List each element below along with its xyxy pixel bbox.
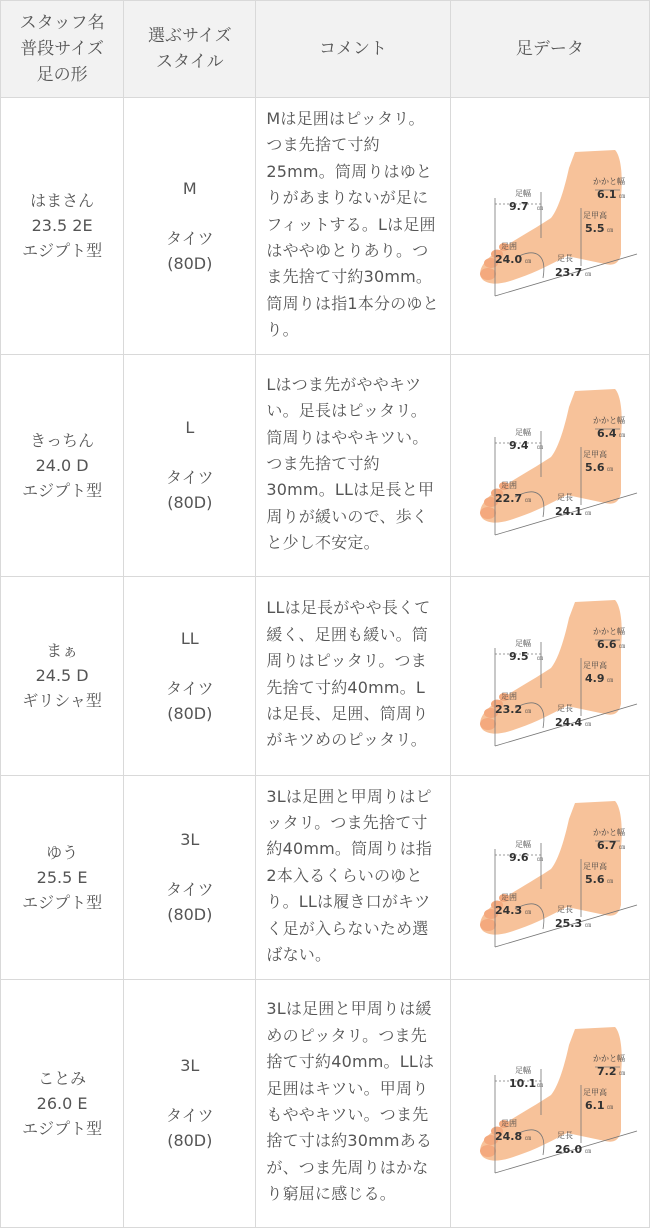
width-value: 9.6 [508,851,529,865]
girth-label: 足囲 [500,241,517,251]
size-cell: M タイツ (80D) [124,98,256,355]
staff-cell: まぁ 24.5 D ギリシャ型 [1,576,124,775]
length-label: 足長 [556,253,573,263]
width-value: 10.1 [508,1077,536,1090]
instep-label: 足甲高 [582,450,607,460]
heel-value: 6.7 [596,839,617,853]
length-value: 24.1 [554,505,582,519]
foot-data-cell [450,775,649,979]
instep-value: 4.9 [584,671,605,685]
instep-value: 5.6 [584,461,605,475]
heel-value: 7.2 [596,1065,617,1078]
size-cell: LL タイツ (80D) [124,576,256,775]
width-label: 足幅 [514,1066,531,1075]
instep-unit: ㎝ [606,676,613,684]
heel-value: 6.1 [596,187,617,201]
size-cell: 3L タイツ (80D) [124,979,256,1227]
length-unit: ㎝ [584,922,591,930]
foot-data-cell [450,979,649,1227]
table-row [1,98,650,355]
length-value: 23.7 [554,265,582,279]
instep-unit: ㎝ [606,878,613,886]
girth-value: 22.7 [494,492,522,506]
length-label: 足長 [556,905,573,915]
girth-unit: ㎝ [524,497,531,505]
heel-value: 6.6 [596,637,617,651]
width-value: 9.4 [508,439,529,453]
width-unit: ㎝ [536,204,543,212]
girth-unit: ㎝ [524,257,531,265]
heel-unit: ㎝ [618,1070,625,1077]
instep-label: 足甲高 [582,862,607,872]
heel-label: かかと幅 [592,626,625,636]
girth-unit: ㎝ [524,707,531,715]
length-value: 24.4 [554,715,582,729]
comment-cell: 3Lは足囲と甲周りはピッタリ。つま先捨て寸約40mm。筒周りは指2本入るくらいのゆとり。LLは履き口がキツく足が入らないため選ばない。 [256,775,450,979]
instep-label: 足甲高 [582,660,607,670]
heel-label: かかと幅 [592,1054,625,1063]
length-value: 26.0 [554,1143,582,1156]
width-label: 足幅 [514,188,531,198]
foot-diagram [455,596,645,756]
length-value: 25.3 [554,917,582,931]
header-comment: コメント [256,1,450,98]
comment-cell: LLは足長がやや長くて緩く、足囲も緩い。筒周りはピッタリ。つま先捨て寸約40mm。Lは足長、足囲、筒周りがキツめのピッタリ。 [256,576,450,775]
girth-label: 足囲 [500,1119,517,1128]
staff-cell: きっちん 24.0 D エジプト型 [1,354,124,576]
header-staff: スタッフ名 普段サイズ 足の形 [1,1,124,98]
comment-cell: Lはつま先がややキツい。足長はピッタリ。筒周りはややキツい。つま先捨て寸約30mm。LLは足長と甲周りが緩いので、歩くと少し不安定。 [256,354,450,576]
heel-unit: ㎝ [618,844,625,852]
girth-unit: ㎝ [524,909,531,917]
instep-label: 足甲高 [582,210,607,220]
width-label: 足幅 [514,638,531,648]
instep-label: 足甲高 [582,1088,607,1097]
width-unit: ㎝ [536,654,543,662]
table-row [1,775,650,979]
heel-label: かかと幅 [592,828,625,838]
instep-value: 5.5 [584,221,605,235]
heel-unit: ㎝ [618,642,625,650]
comment-cell: 3Lは足囲と甲周りは緩めのピッタリ。つま先捨て寸約40mm。LLは足囲はキツい。甲周りもややキツい。つま先捨て寸は約30mmあるが、つま先周りはかなり窮屈に感じる。 [256,979,450,1227]
foot-data-cell [450,98,649,355]
width-value: 9.5 [508,649,529,663]
heel-unit: ㎝ [618,432,625,440]
header-size: 選ぶサイズ スタイル [124,1,256,98]
foot-data-cell [450,354,649,576]
instep-value: 6.1 [584,1099,605,1112]
size-cell: L タイツ (80D) [124,354,256,576]
length-label: 足長 [556,703,573,713]
instep-unit: ㎝ [606,466,613,474]
girth-label: 足囲 [500,481,517,491]
width-unit: ㎝ [536,1082,543,1089]
width-label: 足幅 [514,840,531,850]
size-cell: 3L タイツ (80D) [124,775,256,979]
table-row [1,979,650,1227]
staff-cell: ことみ 26.0 E エジプト型 [1,979,124,1227]
comment-cell: Mは足囲はピッタリ。つま先捨て寸約25mm。筒周りはゆとりがあまりないが足にフィットする。Lは足囲はややゆとりあり。つま先捨て寸約30mm。筒周りは指1本分のゆとり。 [256,98,450,355]
instep-value: 5.6 [584,873,605,887]
instep-unit: ㎝ [606,226,613,234]
foot-diagram [455,1023,645,1183]
heel-unit: ㎝ [618,192,625,200]
header-foot-data: 足データ [450,1,649,98]
staff-cell: はまさん 23.5 2E エジプト型 [1,98,124,355]
girth-value: 24.3 [494,904,522,918]
width-label: 足幅 [514,428,531,438]
length-unit: ㎝ [584,720,591,728]
length-unit: ㎝ [584,510,591,518]
girth-value: 24.0 [494,252,522,266]
width-unit: ㎝ [536,856,543,864]
header-row [1,1,650,98]
heel-label: かかと幅 [592,416,625,426]
foot-diagram [455,146,645,306]
foot-data-cell [450,576,649,775]
girth-value: 23.2 [494,702,522,716]
heel-value: 6.4 [596,427,617,441]
heel-label: かかと幅 [592,176,625,186]
foot-diagram [455,797,645,957]
instep-unit: ㎝ [606,1104,613,1111]
width-unit: ㎝ [536,444,543,452]
foot-diagram [455,385,645,545]
length-label: 足長 [556,1131,573,1140]
girth-value: 24.8 [494,1130,522,1143]
staff-cell: ゆう 25.5 E エジプト型 [1,775,124,979]
table-row [1,354,650,576]
length-unit: ㎝ [584,1148,591,1155]
length-unit: ㎝ [584,270,591,278]
girth-label: 足囲 [500,691,517,701]
length-label: 足長 [556,493,573,503]
table-row [1,576,650,775]
girth-label: 足囲 [500,893,517,903]
girth-unit: ㎝ [524,1135,531,1142]
width-value: 9.7 [508,199,529,213]
